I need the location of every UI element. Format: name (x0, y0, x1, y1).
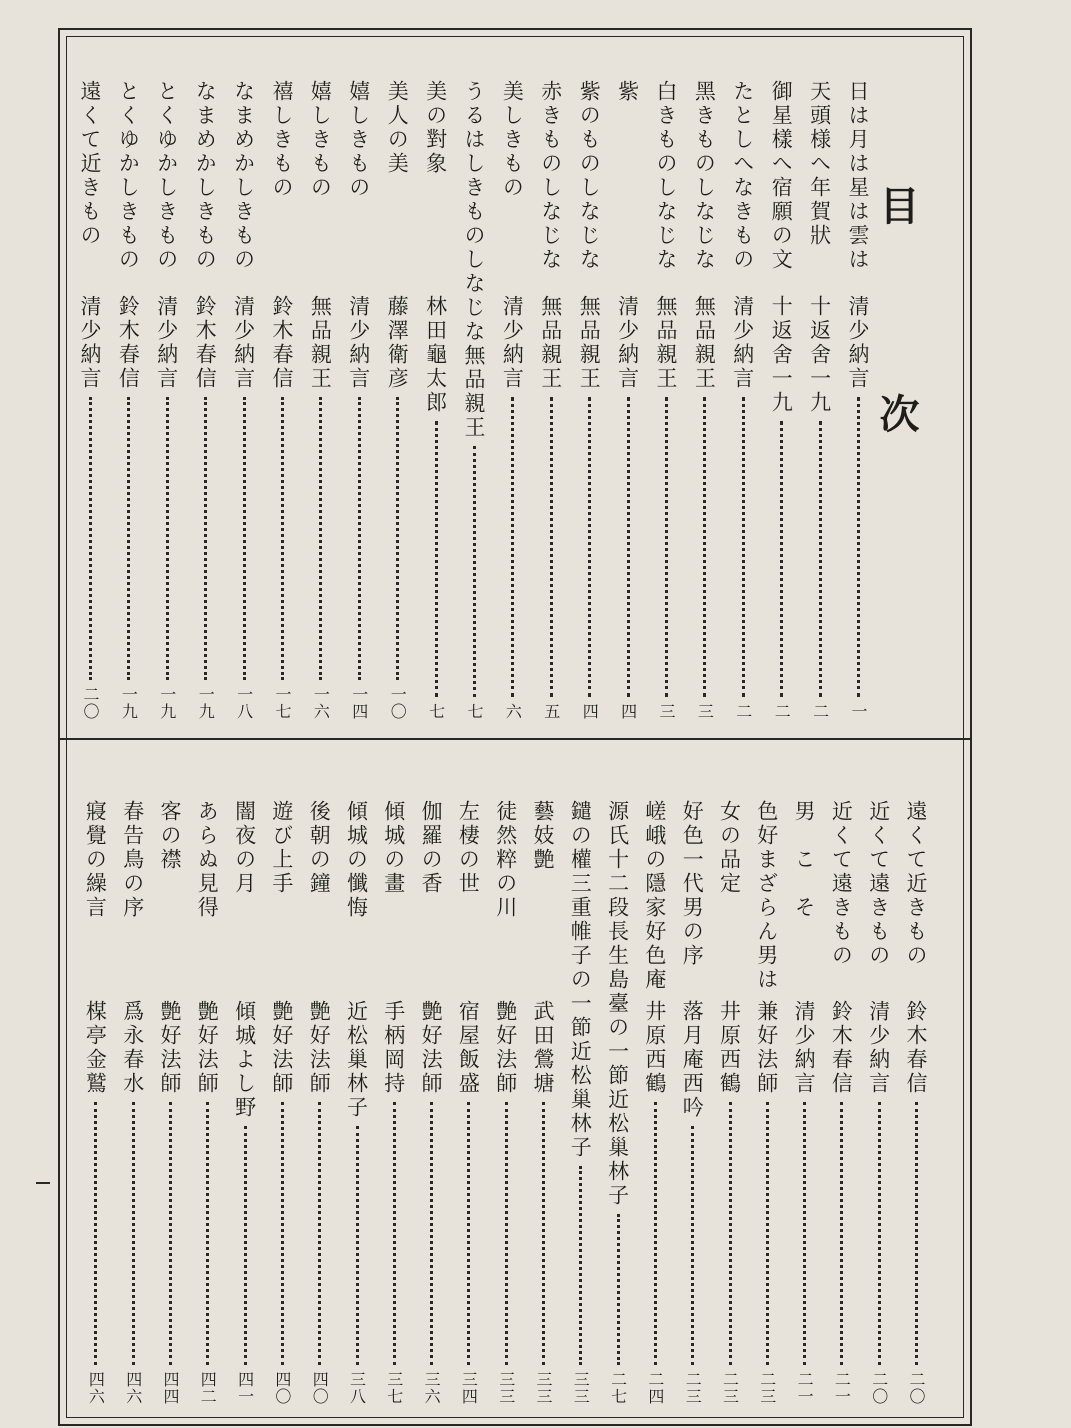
entry-page-number: 二〇 (869, 1371, 889, 1405)
entry-author: 清少納言 (154, 295, 179, 391)
dot-leader (393, 1102, 396, 1365)
entry-page-number: 二〇 (81, 686, 100, 720)
dot-leader (204, 397, 207, 680)
entry-author: 鈴木春信 (270, 295, 294, 391)
page-title: 目 次 (873, 185, 920, 497)
entry-title: 源氏十二段長生島臺の一節 (605, 800, 630, 1088)
entry-page-number: 三三 (496, 1371, 516, 1405)
dot-leader (579, 1166, 582, 1365)
dot-leader (505, 1102, 508, 1365)
entry-page-number: 二 (733, 703, 753, 720)
dot-leader (729, 1102, 732, 1365)
entry-title: 紫のものしなじな (577, 80, 602, 272)
entry-author: 手柄岡持 (381, 1000, 406, 1096)
entry-title: 遠くて近きもの (78, 80, 102, 248)
entry-page-number: 四二 (198, 1371, 218, 1405)
entry-title: 傾城の畫 (381, 800, 406, 896)
entry-title: 寢覺の繰言 (83, 800, 108, 920)
entry-author: 林田龜太郎 (423, 295, 448, 415)
entry-page-number: 四四 (161, 1371, 180, 1405)
toc-entry[interactable] (804, 80, 836, 720)
dot-leader (89, 397, 92, 680)
toc-entry[interactable] (191, 800, 223, 1405)
entry-title: 伽羅の香 (419, 800, 444, 896)
entry-page-number: 四〇 (310, 1371, 330, 1405)
entry-author: 兼好法師 (754, 1000, 779, 1096)
dot-leader (358, 397, 361, 680)
entry-page-number: 四六 (123, 1371, 143, 1405)
dot-leader (780, 421, 783, 697)
dot-leader (127, 397, 130, 680)
entry-title: 左棲の世 (456, 800, 481, 896)
entry-title: なまめかしきもの (193, 80, 218, 272)
entry-author: 井原西鶴 (717, 1000, 742, 1096)
entry-author: 艶好法師 (158, 1000, 182, 1096)
entry-author: 武田鶯塘 (531, 1000, 555, 1096)
toc-entry[interactable] (765, 80, 797, 720)
toc-entry[interactable] (154, 800, 186, 1405)
entry-author: 清少納言 (346, 295, 371, 391)
toc-entry[interactable] (189, 80, 221, 720)
entry-author: 清少納言 (792, 1000, 817, 1096)
dot-leader (467, 1102, 470, 1365)
entry-title: 嵯峨の隱家好色庵 (642, 800, 667, 992)
toc-entry[interactable] (573, 80, 605, 720)
entry-title: 傾城の懺悔 (344, 800, 369, 920)
entry-author: 艶好法師 (307, 1000, 332, 1096)
entry-title: 御星樣へ宿願の文 (769, 80, 794, 272)
toc-entry[interactable] (863, 800, 895, 1405)
dot-leader (617, 1214, 620, 1365)
toc-entry[interactable] (117, 800, 149, 1405)
dot-leader (665, 397, 668, 697)
toc-entry[interactable] (490, 800, 522, 1405)
toc-entry[interactable] (415, 800, 447, 1405)
toc-entry[interactable] (303, 800, 335, 1405)
dot-leader (542, 1102, 545, 1365)
entry-title: 遊び上手 (269, 800, 294, 896)
entry-title: 嬉しきもの (308, 80, 333, 200)
entry-title: 白きものしなじな (654, 80, 678, 272)
entry-page-number: 二一 (832, 1371, 852, 1405)
dot-leader (94, 1102, 97, 1365)
entry-title: 客の襟 (158, 800, 182, 872)
entry-title: 男 こ そ (792, 800, 817, 920)
entry-page-number: 四 (618, 703, 638, 720)
entry-title: 好色一代男の序 (680, 800, 705, 968)
toc-entry[interactable] (650, 80, 682, 720)
entry-title: 徒然粹の川 (493, 800, 518, 920)
entry-page-number: 一七 (273, 686, 292, 720)
entry-author: 清少納言 (866, 1000, 891, 1096)
entry-title: 黑きものしなじな (692, 80, 717, 272)
entry-author: 清少納言 (500, 295, 525, 391)
toc-entry[interactable] (751, 800, 783, 1405)
entry-author: 清少納言 (231, 295, 256, 391)
entry-page-number: 五 (541, 703, 561, 720)
dot-leader (166, 397, 169, 680)
dot-leader (766, 1102, 769, 1365)
toc-entry[interactable] (714, 800, 746, 1405)
entry-author: 艶好法師 (195, 1000, 220, 1096)
toc-entry[interactable] (266, 800, 298, 1405)
dot-leader (132, 1102, 135, 1365)
toc-entry[interactable] (452, 800, 484, 1405)
entry-page-number: 二三 (757, 1371, 777, 1405)
entry-page-number: 七 (465, 703, 484, 720)
dot-leader (915, 1102, 918, 1365)
entry-title: 後朝の鐘 (307, 800, 332, 896)
entry-page-number: 三八 (347, 1371, 367, 1405)
entry-title: 日は月は星は雲は (846, 80, 870, 272)
entry-page-number: 二 (810, 703, 830, 720)
toc-entry[interactable] (343, 80, 375, 720)
entry-title: 春告鳥の序 (120, 800, 145, 920)
entry-page-number: 三三 (571, 1371, 591, 1405)
toc-entry[interactable] (825, 800, 857, 1405)
entry-title: 色好まざらん男は (754, 800, 779, 992)
entry-title: 紫 (615, 80, 640, 104)
dot-leader (473, 446, 476, 697)
toc-entry[interactable] (788, 800, 820, 1405)
entry-author: 近松巢林子 (344, 1000, 369, 1120)
dot-leader (396, 397, 399, 680)
dot-leader (703, 397, 706, 697)
dot-leader (588, 397, 591, 697)
entry-page-number: 三六 (422, 1371, 442, 1405)
dot-leader (356, 1126, 359, 1365)
entry-page-number: 三 (657, 703, 676, 720)
toc-entry[interactable] (151, 80, 183, 720)
dot-leader (430, 1102, 433, 1365)
entry-page-number: 二三 (720, 1371, 740, 1405)
dot-leader (281, 397, 284, 680)
entry-page-number: 二三 (683, 1371, 703, 1405)
entry-title: うるはしきものしなじな (462, 80, 486, 344)
toc-entry[interactable] (79, 800, 111, 1405)
dot-leader (550, 397, 553, 697)
entry-author: 清少納言 (78, 295, 102, 391)
entry-title: なまめかしきもの (231, 80, 256, 272)
dot-leader (281, 1102, 284, 1365)
dot-leader (878, 1102, 881, 1365)
toc-entry[interactable] (458, 80, 490, 720)
dot-leader (742, 397, 745, 697)
entry-title: 藝妓艶 (531, 800, 555, 872)
entry-author: 無品親王 (692, 295, 717, 391)
entry-page-number: 一九 (119, 686, 139, 720)
entry-author: 鈴木春信 (829, 1000, 854, 1096)
entry-title: 女の品定 (717, 800, 742, 896)
toc-entry[interactable] (727, 80, 759, 720)
dot-leader (169, 1102, 172, 1365)
entry-author: 近松巢林子 (568, 1040, 593, 1160)
entry-title: 闇夜の月 (232, 800, 257, 896)
entry-author: 清少納言 (846, 295, 870, 391)
entry-author: 爲永春水 (120, 1000, 145, 1096)
entry-page-number: 四六 (86, 1371, 106, 1405)
entry-title: 鑓の權三重帷子の一節 (568, 800, 593, 1040)
dot-leader (857, 397, 860, 697)
entry-author: 落月庵西吟 (680, 1000, 705, 1120)
toc-entry[interactable] (602, 800, 634, 1405)
entry-page-number: 六 (503, 703, 523, 720)
entry-title: 禧しきもの (270, 80, 294, 200)
entry-page-number: 三四 (459, 1371, 479, 1405)
entry-title: たとしへなきもの (730, 80, 755, 272)
entry-page-number: 二七 (608, 1371, 628, 1405)
entry-page-number: 三三 (534, 1371, 553, 1405)
entry-author: 藤澤衛彦 (385, 295, 410, 391)
dot-leader (435, 421, 438, 697)
dot-leader (840, 1102, 843, 1365)
entry-page-number: 七 (426, 703, 446, 720)
toc-entry[interactable] (112, 80, 144, 720)
dot-leader (819, 421, 822, 697)
entry-page-number: 一九 (157, 686, 177, 720)
entry-author: 井原西鶴 (642, 1000, 667, 1096)
entry-page-number: 三 (695, 703, 715, 720)
entry-author: 十返舍一九 (807, 295, 832, 415)
entry-page-number: 一〇 (388, 686, 408, 720)
toc-entry[interactable] (228, 80, 260, 720)
entry-page-number: 四〇 (272, 1371, 292, 1405)
entry-page-number: 三七 (384, 1371, 404, 1405)
entry-title: 遠くて近きもの (904, 800, 928, 968)
entry-title: 近くて遠きもの (866, 800, 891, 968)
dot-leader (243, 397, 246, 680)
dot-leader (244, 1126, 247, 1365)
dot-leader (803, 1102, 806, 1365)
toc-entry[interactable] (639, 800, 671, 1405)
toc-entry[interactable] (612, 80, 644, 720)
toc-entry[interactable] (341, 800, 373, 1405)
margin-mark (36, 1182, 50, 1184)
entry-title: 美しきもの (500, 80, 525, 200)
toc-entry[interactable] (378, 800, 410, 1405)
entry-author: 艶好法師 (493, 1000, 518, 1096)
toc-entry[interactable] (842, 80, 874, 720)
entry-author: 傾城よし野 (232, 1000, 257, 1120)
entry-author: 楳亭金鷲 (83, 1000, 108, 1096)
entry-author: 鈴木春信 (116, 295, 141, 391)
entry-author: 無品親王 (308, 295, 333, 391)
entry-page-number: 二一 (795, 1371, 815, 1405)
entry-author: 清少納言 (730, 295, 755, 391)
entry-author: 無品親王 (577, 295, 602, 391)
toc-entry[interactable] (496, 80, 528, 720)
entry-author: 近松巢林子 (605, 1088, 630, 1208)
entry-author: 艶好法師 (269, 1000, 294, 1096)
dot-leader (627, 397, 630, 697)
entry-author: 十返舍一九 (769, 295, 794, 415)
toc-entry[interactable] (527, 800, 559, 1405)
entry-title: 美人の美 (385, 80, 410, 176)
entry-author: 無品親王 (462, 344, 486, 440)
entry-page-number: 一六 (311, 686, 331, 720)
toc-entry[interactable] (229, 800, 261, 1405)
dot-leader (319, 397, 322, 680)
entry-author: 清少納言 (615, 295, 640, 391)
dot-leader (318, 1102, 321, 1365)
entry-page-number: 二〇 (907, 1371, 926, 1405)
toc-entry[interactable] (381, 80, 413, 720)
entry-author: 鈴木春信 (193, 295, 218, 391)
toc-entry[interactable] (676, 800, 708, 1405)
entry-page-number: 一 (849, 703, 868, 720)
entry-author: 無品親王 (538, 295, 563, 391)
entry-author: 艶好法師 (419, 1000, 444, 1096)
entry-title: 美の對象 (423, 80, 448, 176)
entry-author: 無品親王 (654, 295, 678, 391)
dot-leader (654, 1102, 657, 1365)
toc-entry[interactable] (74, 80, 106, 720)
toc-entry[interactable] (535, 80, 567, 720)
toc-entry[interactable] (900, 800, 932, 1405)
entry-title: あらぬ見得 (195, 800, 220, 920)
section-divider (60, 738, 970, 740)
entry-author: 鈴木春信 (904, 1000, 928, 1096)
entry-page-number: 二 (772, 703, 792, 720)
entry-page-number: 四一 (235, 1371, 255, 1405)
toc-entry[interactable] (564, 800, 596, 1405)
entry-page-number: 四 (580, 703, 600, 720)
entry-title: 赤きものしなじな (538, 80, 563, 272)
toc-entry[interactable] (266, 80, 298, 720)
entry-title: 天頭様へ年賀狀 (807, 80, 832, 248)
entry-title: とくゆかしきもの (154, 80, 179, 272)
dot-leader (691, 1126, 694, 1365)
dot-leader (511, 397, 514, 697)
entry-author: 宿屋飯盛 (456, 1000, 481, 1096)
dot-leader (206, 1102, 209, 1365)
entry-title: 嬉しきもの (346, 80, 371, 200)
entry-title: とくゆかしきもの (116, 80, 141, 272)
entry-page-number: 二四 (645, 1371, 665, 1405)
entry-page-number: 一九 (196, 686, 216, 720)
toc-entry[interactable] (688, 80, 720, 720)
entry-page-number: 一八 (234, 686, 254, 720)
entry-page-number: 一四 (349, 686, 369, 720)
toc-entry[interactable] (420, 80, 452, 720)
entry-title: 近くて遠きもの (829, 800, 854, 968)
toc-entry[interactable] (304, 80, 336, 720)
